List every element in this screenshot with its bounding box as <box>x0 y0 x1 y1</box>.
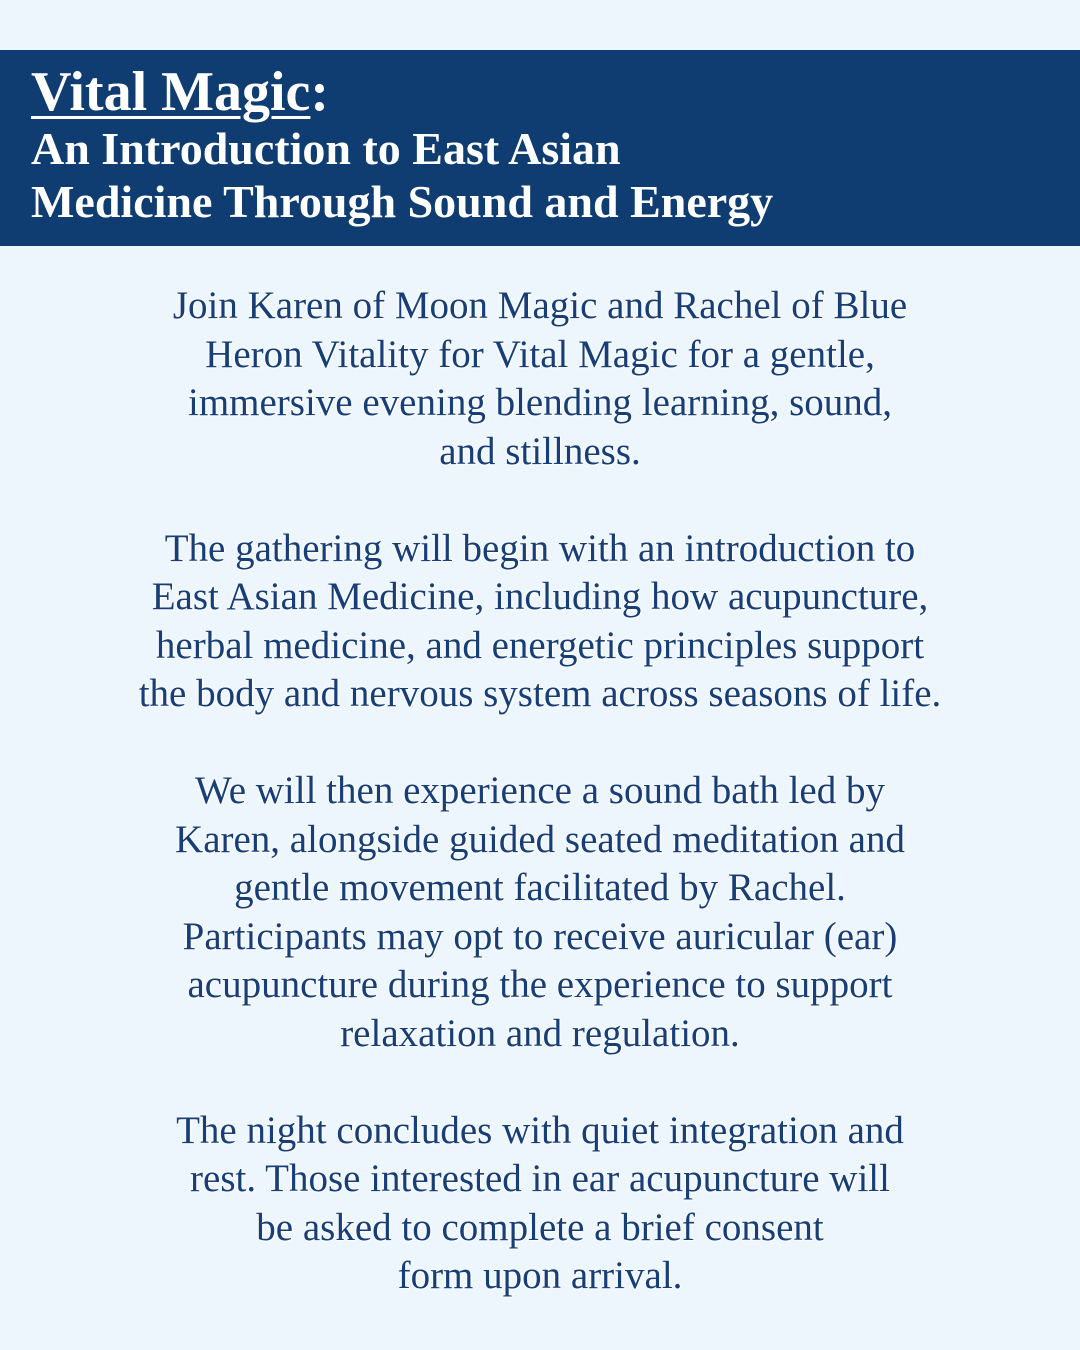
text-line: herbal medicine, and energetic principles support <box>155 623 925 667</box>
text-line: Karen, alongside guided seated meditation and <box>175 817 905 861</box>
paragraph-gathering <box>0 525 1080 719</box>
text-line: Participants may opt to receive auricular (ear) <box>182 914 898 958</box>
paragraph-conclusion <box>0 1107 1080 1301</box>
text-line: rest. Those interested in ear acupuncture will <box>190 1157 890 1200</box>
text-line: be asked to complete a brief consent <box>256 1205 824 1249</box>
subtitle-line: An Introduction to East Asian <box>31 123 621 174</box>
text-line: relaxation and regulation. <box>340 1011 740 1055</box>
text-line: form upon arrival. <box>397 1254 683 1297</box>
paragraph-sound-bath <box>0 767 1080 1058</box>
text-line: immersive evening blending learning, sound, <box>187 381 893 424</box>
subtitle-line: Medicine Through Sound and Energy <box>31 176 774 227</box>
description-body <box>0 282 1080 1349</box>
page-subtitle <box>31 122 1080 228</box>
text-line: We will then experience a sound bath led by <box>195 769 885 812</box>
title-text: Vital Magic <box>31 61 311 123</box>
text-line: East Asian Medicine, including how acupuncture, <box>151 575 929 618</box>
text-line: The gathering will begin with an introduction to <box>164 526 916 570</box>
header-banner <box>0 50 1080 246</box>
page-title <box>31 62 1080 122</box>
title-colon: : <box>310 61 330 123</box>
text-line: Join Karen of Moon Magic and Rachel of Blue <box>172 284 908 327</box>
text-line: gentle movement facilitated by Rachel. <box>234 866 846 909</box>
text-line: and stillness. <box>439 429 641 473</box>
text-line: acupuncture during the experience to support <box>187 963 893 1006</box>
text-line: the body and nervous system across seasons of life. <box>138 672 942 715</box>
paragraph-intro <box>0 282 1080 476</box>
text-line: The night concludes with quiet integration and <box>176 1108 904 1152</box>
text-line: Heron Vitality for Vital Magic for a gentle, <box>205 332 875 376</box>
